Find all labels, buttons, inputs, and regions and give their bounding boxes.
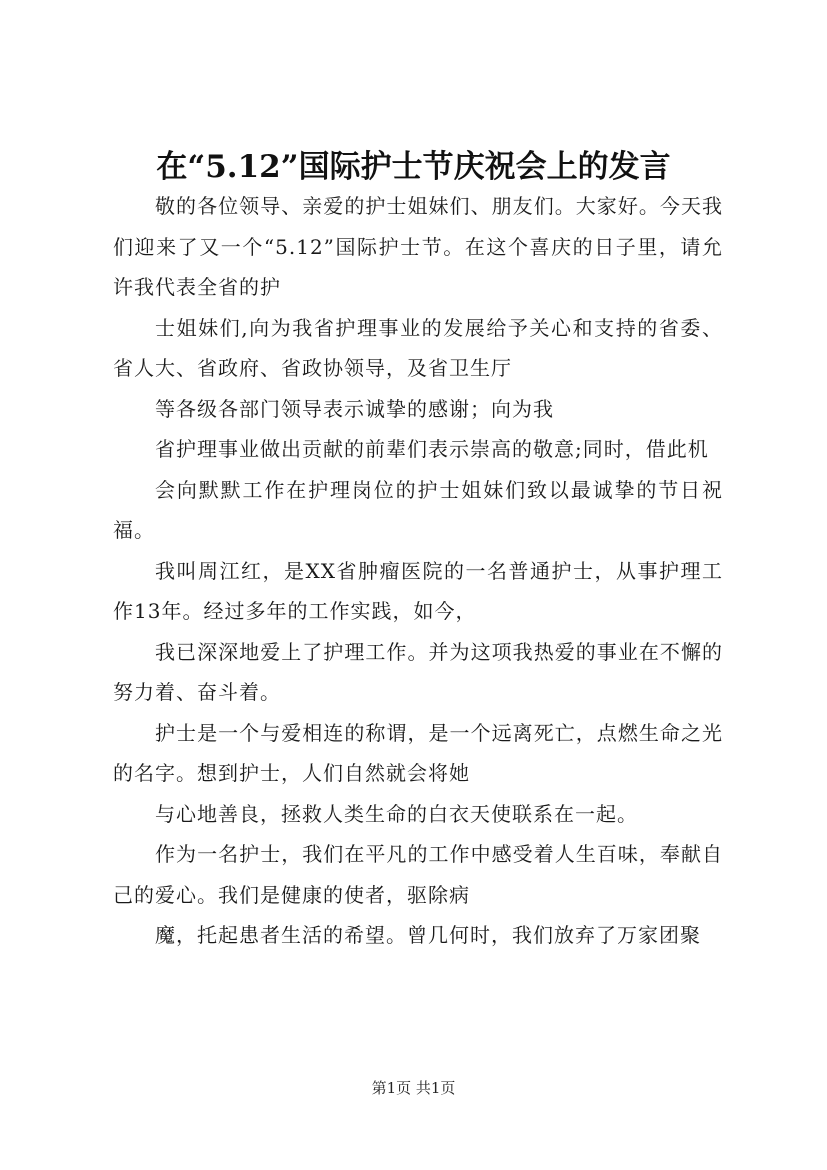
paragraph: 与心地善良，拯救人类生命的白衣天使联系在一起。 — [155, 801, 638, 826]
paragraph: 士姐妹们,向为我省护理事业的发展给予关心和支持的省委、省人大、省政府、省政协领导，及省卫生厅 — [113, 315, 723, 380]
paragraph: 等各级各部门领导表示诚挚的感谢；向为我 — [155, 396, 554, 421]
paragraph: 会向默默工作在护理岗位的护士姐妹们致以最诚挚的节日祝福。 — [113, 477, 723, 542]
paragraph: 魔，托起患者生活的希望。曾几何时，我们放弃了万家团聚 — [155, 923, 701, 947]
paragraph: 护士是一个与爱相连的称谓，是一个远离死亡，点燃生命之光的名字。想到护士，人们自然就会将她 — [113, 720, 723, 785]
document-title: 在“5.12”国际护士节庆祝会上的发言 — [156, 149, 671, 185]
page-footer: 第1页 共1页 — [371, 1079, 456, 1097]
paragraph: 我叫周江红，是XX省肿瘤医院的一名普通护士，从事护理工作13年。经过多年的工作实践，如今， — [113, 558, 723, 623]
paragraph: 敬的各位领导、亲爱的护士姐妹们、朋友们。大家好。今天我们迎来了又一个“5.12”国际护士节。在这个喜庆的日子里，请允许我代表全省的护 — [113, 194, 723, 299]
document-body — [113, 186, 723, 956]
paragraph: 我已深深地爱上了护理工作。并为这项我热爱的事业在不懈的努力着、奋斗着。 — [113, 639, 723, 704]
paragraph: 作为一名护士，我们在平凡的工作中感受着人生百味，奉献自己的爱心。我们是健康的使者，驱除病 — [113, 842, 723, 907]
paragraph: 省护理事业做出贡献的前辈们表示崇高的敬意;同时，借此机 — [155, 437, 709, 461]
